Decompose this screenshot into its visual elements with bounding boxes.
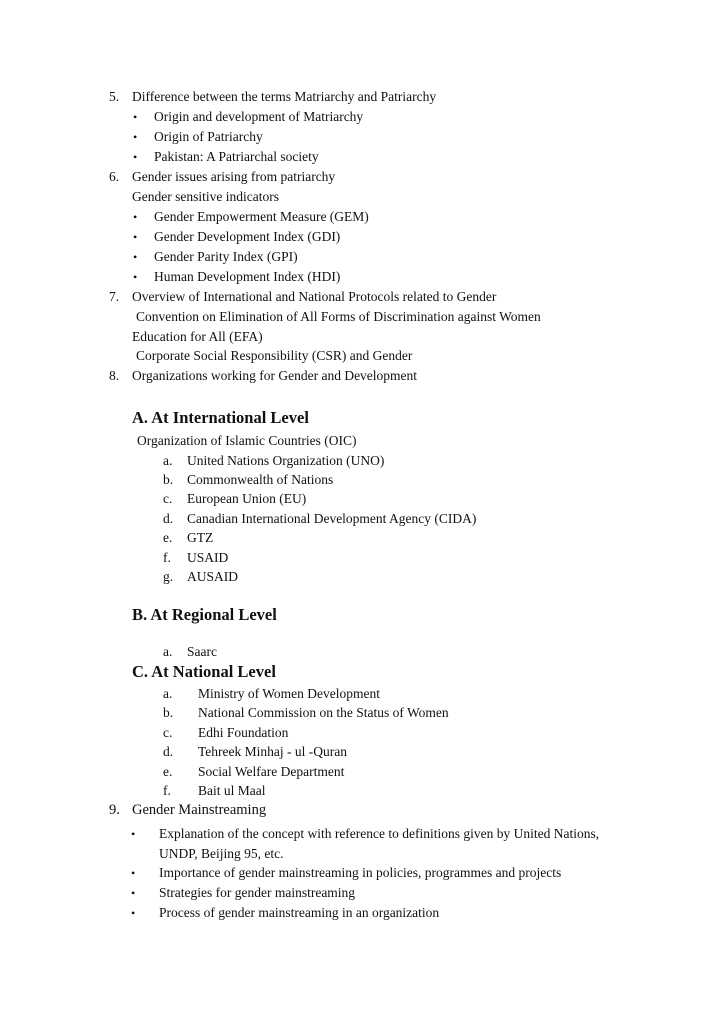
bullet-item: Process of gender mainstreaming in an organization [159,905,440,920]
item-marker: e. [163,530,173,545]
bullet: • [131,886,136,900]
section-line: Corporate Social Responsibility (CSR) and Gender [136,348,413,363]
section-number: 7. [109,289,120,304]
bullet-item: Strategies for gender mainstreaming [159,885,356,900]
org-item: Bait ul Maal [198,783,266,798]
subheading-national: C. At National Level [132,662,276,681]
subheading-international: A. At International Level [132,408,309,427]
bullet-item: Origin of Patriarchy [154,129,263,144]
section-subtitle: Gender sensitive indicators [132,189,279,204]
bullet: • [131,906,136,920]
bullet: • [131,866,136,880]
item-marker: c. [163,725,173,740]
bullet: • [133,250,138,264]
bullet-item: Importance of gender mainstreaming in policies, programmes and projects [159,865,562,880]
org-item: USAID [187,550,229,565]
org-item: Social Welfare Department [198,764,345,779]
item-marker: d. [163,511,174,526]
bullet-item: Explanation of the concept with reference to definitions given by United Nations, [159,826,600,841]
bullet: • [133,150,138,164]
item-marker: a. [163,453,173,468]
item-marker: f. [163,783,171,798]
bullet: • [133,210,138,224]
bullet-item: Gender Development Index (GDI) [154,229,341,244]
item-marker: a. [163,644,173,659]
org-item: United Nations Organization (UNO) [187,453,385,468]
org-item: GTZ [187,530,214,545]
org-item: Saarc [187,644,217,659]
section-title: Difference between the terms Matriarchy and Patriarchy [132,89,437,104]
bullet-item: Pakistan: A Patriarchal society [154,149,319,164]
org-item: AUSAID [187,569,239,584]
section-number: 5. [109,89,120,104]
section-title: Gender Mainstreaming [132,802,267,818]
org-intro: Organization of Islamic Countries (OIC) [137,433,357,448]
item-marker: g. [163,569,174,584]
org-item: European Union (EU) [187,491,307,506]
item-marker: e. [163,764,173,779]
bullet-item-continued: UNDP, Beijing 95, etc. [159,846,284,861]
section-line: Education for All (EFA) [132,329,263,344]
org-item: Ministry of Women Development [198,686,381,701]
item-marker: b. [163,472,174,487]
subheading-regional: B. At Regional Level [132,605,277,624]
item-marker: c. [163,491,173,506]
bullet-item: Human Development Index (HDI) [154,269,341,284]
org-item: Tehreek Minhaj - ul -Quran [198,744,348,759]
section-number: 8. [109,368,120,383]
org-item: Canadian International Development Agency (CIDA) [187,511,477,526]
bullet-item: Origin and development of Matriarchy [154,109,364,124]
section-title: Organizations working for Gender and Development [132,368,418,383]
section-line: Convention on Elimination of All Forms of Discrimination against Women [136,309,541,324]
bullet: • [133,270,138,284]
bullet: • [133,130,138,144]
bullet-item: Gender Empowerment Measure (GEM) [154,209,369,224]
item-marker: b. [163,705,174,720]
org-item: Commonwealth of Nations [187,472,334,487]
section-number: 6. [109,169,120,184]
item-marker: d. [163,744,174,759]
bullet: • [133,230,138,244]
org-item: National Commission on the Status of Women [198,705,449,720]
section-title: Gender issues arising from patriarchy [132,169,336,184]
item-marker: f. [163,550,171,565]
section-title: Overview of International and National Protocols related to Gender [132,289,497,304]
bullet-item: Gender Parity Index (GPI) [154,249,298,264]
bullet: • [131,827,136,841]
bullet: • [133,110,138,124]
section-number: 9. [109,802,120,818]
org-item: Edhi Foundation [198,725,289,740]
item-marker: a. [163,686,173,701]
